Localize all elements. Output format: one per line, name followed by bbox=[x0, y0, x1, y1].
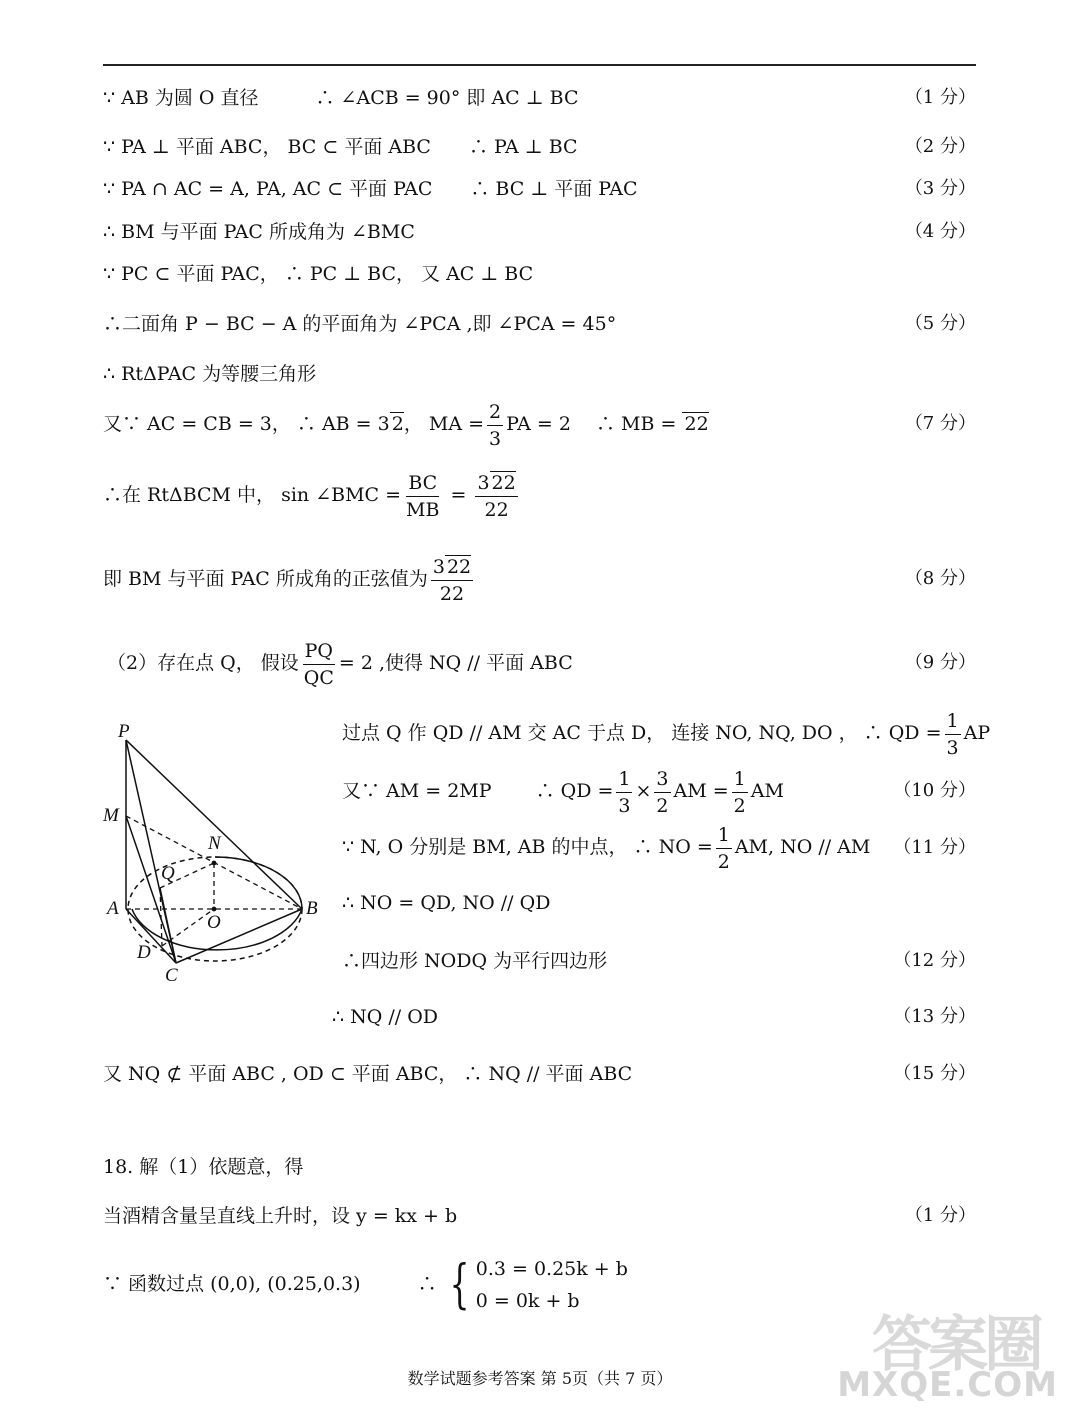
system-eq-1: 0.3 = 0.25k + b bbox=[475, 1258, 628, 1280]
score-2: （2 分） bbox=[904, 136, 976, 157]
fraction-numerator: PQ bbox=[303, 638, 335, 665]
line-11-part-a: （2）存在点 Q， 假设 bbox=[107, 652, 299, 674]
line-14 bbox=[342, 820, 870, 875]
system-rows bbox=[476, 1253, 628, 1317]
fraction-denominator: 3 bbox=[618, 794, 631, 817]
top-rule bbox=[103, 64, 976, 66]
fraction-denominator: 22 bbox=[484, 498, 509, 521]
line-8 bbox=[103, 397, 709, 452]
edge-qc bbox=[160, 888, 176, 963]
score-3: （3 分） bbox=[904, 178, 976, 199]
line-4: ∴ BM 与平面 PAC 所成角为 ∠BMC bbox=[103, 221, 415, 243]
label-o: O bbox=[207, 912, 221, 933]
score-7: （7 分） bbox=[904, 413, 976, 434]
fraction-denominator: 3 bbox=[946, 736, 959, 759]
fraction-one-half bbox=[732, 766, 748, 819]
line-11-part-b: = 2 ,使得 NQ // 平面 ABC bbox=[338, 652, 573, 674]
line-16: ∴四边形 NODQ 为平行四边形 bbox=[342, 950, 608, 972]
fraction-numerator: 1 bbox=[732, 766, 748, 793]
fraction-result bbox=[475, 470, 517, 523]
fraction-denominator: 2 bbox=[656, 794, 669, 817]
radicand: 22 bbox=[491, 471, 516, 494]
score-13: （13 分） bbox=[893, 1006, 976, 1027]
point-n bbox=[212, 861, 217, 866]
line-9-part-a: ∴在 RtΔBCM 中， sin ∠BMC = bbox=[103, 484, 402, 506]
line-10-part-a: 即 BM 与平面 PAC 所成角的正弦值为 bbox=[103, 568, 428, 590]
line-9: ∴在 RtΔBCM 中， sin ∠BMC = $\frac{BC}{MB}$ = $\frac{3 22}{22}$ bbox=[103, 471, 516, 521]
fraction-denominator: 22 bbox=[439, 582, 465, 605]
fraction-denominator: 2 bbox=[733, 794, 746, 817]
line-13 bbox=[342, 764, 784, 819]
line-17: ∴ NQ // OD bbox=[332, 1006, 439, 1028]
line-13-part-d: AM bbox=[750, 780, 784, 802]
fraction-denominator: MB bbox=[406, 498, 440, 521]
fraction-numerator: BC bbox=[406, 470, 439, 497]
label-p: P bbox=[118, 721, 130, 742]
line-12 bbox=[342, 706, 990, 761]
geometry-figure bbox=[100, 718, 325, 986]
line-8-part-c: ， MA = bbox=[403, 413, 485, 435]
fraction-numerator: 3 bbox=[654, 766, 670, 793]
score-12: （12 分） bbox=[893, 950, 976, 971]
line-14-part-a: ∵ N, O 分别是 BM, AB 的中点， ∴ NO = bbox=[342, 836, 713, 858]
fraction-one-third bbox=[616, 766, 632, 819]
line-3: ∵ PA ∩ AC = A, PA, AC ⊂ 平面 PAC ∴ BC ⊥ 平面 PAC bbox=[103, 178, 638, 200]
line-2: ∵ PA ⊥ 平面 ABC， BC ⊂ 平面 ABC ∴ PA ⊥ BC bbox=[103, 136, 578, 158]
line-5: ∵ PC ⊂ 平面 PAC， ∴ PC ⊥ BC， 又 AC ⊥ BC bbox=[103, 263, 534, 285]
fraction-numerator bbox=[475, 470, 517, 497]
score-q18-1: （1 分） bbox=[904, 1205, 976, 1226]
sqrt-22: 22 bbox=[684, 413, 709, 435]
line-13-part-c: AM = bbox=[673, 780, 729, 802]
label-c: C bbox=[165, 965, 178, 986]
line-10 bbox=[103, 552, 476, 607]
page-footer: 数学试题参考答案 第 5页（共 7 页） bbox=[407, 1369, 673, 1388]
line-12-part-a: 过点 Q 作 QD // AM 交 AC 于点 D， 连接 NO, NQ, DO ， ∴ QD = bbox=[342, 722, 942, 744]
sqrt-2: 2 bbox=[391, 413, 404, 435]
label-n: N bbox=[208, 833, 221, 854]
line-6: ∴二面角 P − BC − A 的平面角为 ∠PCA ,即 ∠PCA = 45° bbox=[103, 313, 617, 335]
fraction-numerator: 1 bbox=[945, 708, 961, 735]
label-b: B bbox=[306, 898, 318, 919]
q18-line-2-text: ∵ 函数过点 (0,0), (0.25,0.3) ∴ bbox=[103, 1273, 437, 1295]
line-15: ∴ NO = QD, NO // QD bbox=[342, 892, 551, 914]
score-5: （5 分） bbox=[904, 313, 976, 334]
fraction-denominator: 3 bbox=[489, 427, 502, 450]
label-d: D bbox=[137, 942, 151, 963]
score-11: （11 分） bbox=[893, 837, 976, 858]
system-eq-2: 0 = 0k + b bbox=[475, 1290, 580, 1312]
equation-system bbox=[443, 1253, 628, 1317]
watermark-bottom: MXQE.COM bbox=[837, 1365, 1058, 1405]
edge-cb bbox=[176, 909, 302, 963]
fraction-pq-qc bbox=[302, 638, 336, 691]
fraction-bc-mb bbox=[404, 470, 441, 523]
label-a: A bbox=[107, 898, 119, 919]
coefficient: 3 bbox=[477, 471, 490, 494]
fraction-two-thirds bbox=[487, 399, 503, 452]
fraction-numerator: 1 bbox=[716, 822, 732, 849]
fraction-numerator: 1 bbox=[616, 766, 632, 793]
fraction-denominator: 2 bbox=[717, 850, 730, 873]
line-14-part-b: AM, NO // AM bbox=[734, 836, 871, 858]
fraction-denominator: QC bbox=[303, 666, 334, 689]
circle-right bbox=[215, 857, 302, 909]
score-9: （9 分） bbox=[904, 652, 976, 673]
edge-ac bbox=[126, 909, 176, 963]
score-8: （8 分） bbox=[904, 568, 976, 589]
score-15: （15 分） bbox=[893, 1063, 976, 1084]
line-7: ∴ RtΔPAC 为等腰三角形 bbox=[103, 363, 317, 385]
label-q: Q bbox=[161, 863, 175, 884]
fraction-result bbox=[431, 554, 473, 607]
coefficient: 3 bbox=[432, 555, 445, 578]
point-o bbox=[212, 907, 217, 912]
score-4: （4 分） bbox=[904, 221, 976, 242]
line-8-part-d: PA = 2 ∴ MB = bbox=[506, 413, 677, 435]
line-12-part-b: AP bbox=[963, 722, 991, 744]
watermark-logo bbox=[837, 1297, 1062, 1405]
line-8-part-a: 又∵ AC = CB = 3， ∴ AB = 3 bbox=[103, 413, 390, 435]
line-18: 又 NQ ⊄ 平面 ABC , OD ⊂ 平面 ABC， ∴ NQ // 平面 ABC bbox=[103, 1063, 633, 1085]
q18-line-2 bbox=[103, 1252, 628, 1317]
score-10: （10 分） bbox=[893, 780, 976, 801]
line-13-part-a: 又∵ AM = 2MP ∴ QD = bbox=[342, 780, 614, 802]
line-1: ∵ AB 为圆 O 直径 ∴ ∠ACB = 90° 即 AC ⊥ BC bbox=[103, 87, 579, 109]
fraction-one-third bbox=[945, 708, 961, 761]
fraction-one-half bbox=[716, 822, 732, 875]
times-sign: × bbox=[635, 780, 652, 802]
radicand: 22 bbox=[446, 555, 472, 578]
label-m: M bbox=[103, 805, 119, 826]
fraction-numerator: 2 bbox=[487, 399, 503, 426]
q18-heading: 18. 解（1）依题意，得 bbox=[103, 1156, 304, 1178]
fraction-numerator bbox=[431, 554, 473, 581]
watermark-top: 答案圈 bbox=[872, 1310, 1040, 1380]
fraction-three-halves bbox=[654, 766, 670, 819]
q18-line-1: 当酒精含量呈直线上升时，设 y = kx + b bbox=[103, 1205, 458, 1227]
score-1: （1 分） bbox=[904, 87, 976, 108]
line-11 bbox=[107, 636, 573, 691]
left-brace: { bbox=[449, 1255, 470, 1315]
